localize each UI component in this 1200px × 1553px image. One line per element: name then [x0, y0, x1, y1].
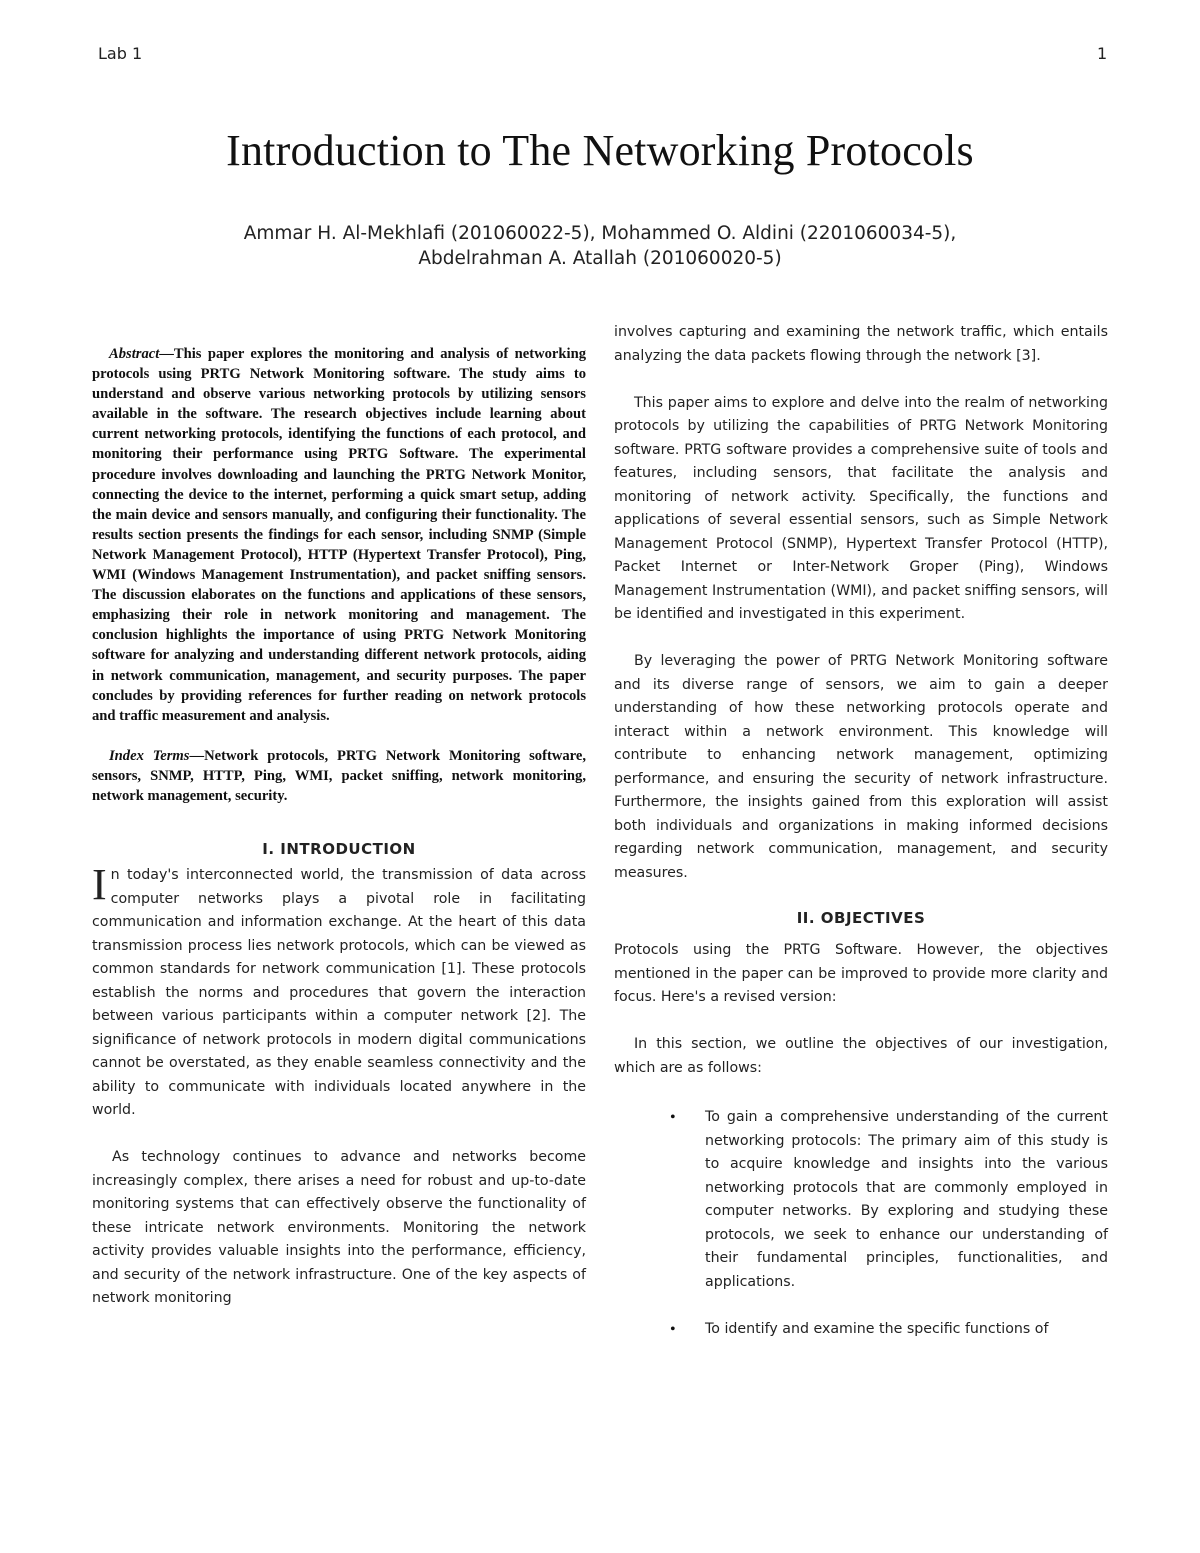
- intro-paragraph-1: [92, 860, 586, 1123]
- intro-paragraph-3: This paper aims to explore and delve into the realm of networking protocols by utilizing the capabilities of PRTG Network Monitoring software. PRTG software provides a comprehensive suite of tools and features, including sensors, that facilitate the analysis and monitoring of network activity. Specifically, the functions and applications of several essential sensors, such as Simple Network Management Protocol (SNMP), Hypertext Transfer Protocol (HTTP), Packet Internet or Inter-Network Groper (Ping), Windows Management Instrumentation (WMI), and packet sniffing sensors, will be identified and investigated in this experiment.: [614, 394, 1108, 622]
- intro-paragraph-2: As technology continues to advance and networks become increasingly complex, there arises a need for robust and up-to-date monitoring systems that can effectively observe the functionality of these intricate network environments. Monitoring the network activity provides valuable insights into the performance, efficiency, and security of the network infrastructure. One of the key aspects of network monitoring: [92, 1149, 586, 1307]
- list-item-text: To gain a comprehensive understanding of the current networking protocols: The primary aim of this study is to acquire knowledge and insights into the various networking protocols that are commonly employed in computer networks. By exploring and studying these protocols, we seek to enhance our understanding of their fundamental principles, functionalities, and applications.: [705, 1109, 1108, 1290]
- bullet-icon: •: [670, 1320, 676, 1338]
- list-item: [614, 1106, 1108, 1294]
- bullet-icon: •: [670, 1109, 676, 1126]
- objectives-paragraph-1: Protocols using the PRTG Software. However, the objectives mentioned in the paper can be improved to provide more clarity and focus. Here's a revised version:: [614, 942, 1108, 1005]
- index-terms-dash: —: [189, 747, 205, 764]
- abstract-text: This paper explores the monitoring and analysis of networking protocols using PRTG Network Monitoring software. The study aims to understand and observe various networking protocols by utilizing sensors available in the software. The research objectives include learning about current networking protocols, identifying the functions of each protocol, and monitoring their performance using PRTG Software. The experimental procedure involves downloading and launching the PRTG Network Monitor, connecting the device to the internet, performing a quick smart setup, adding the main device and sensors manually, and configuring their functionality. The results section presents the findings for each sensor, including SNMP (Simple Network Management Protocol), HTTP (Hypertext Transfer Protocol), Ping, WMI (Windows Management Instrumentation), and packet sniffing sensors. The discussion elaborates on the functions and applications of these sensors, emphasizing their role in network monitoring and management. The conclusion highlights the importance of using PRTG Network Monitoring software for analyzing and understanding different network protocols, aiding in network communication, management, and security purposes. The paper concludes by providing references for further reading on network protocols and traffic measurement and analysis.: [92, 346, 586, 724]
- index-terms: [92, 746, 586, 806]
- list-item: [614, 1318, 1108, 1342]
- objectives-list: [614, 1106, 1108, 1341]
- authors: [0, 221, 1200, 271]
- left-column: [92, 344, 586, 1311]
- objectives-paragraph-2: In this section, we outline the objectives of our investigation, which are as follows:: [614, 1036, 1108, 1076]
- intro-paragraph-4: By leveraging the power of PRTG Network Monitoring software and its diverse range of sensors, we aim to gain a deeper understanding of how these networking protocols operate and interact within a network environment. This knowledge will contribute to enhancing network management, optimizing performance, and ensuring the security of network infrastructure. Furthermore, the insights gained from this exploration will assist both individuals and organizations in making informed decisions regarding network communication, management, and security measures.: [614, 653, 1108, 881]
- index-terms-text: Network protocols, PRTG Network Monitoring software, sensors, SNMP, HTTP, Ping, WMI, packet sniffing, network monitoring, network management, security.: [92, 747, 586, 804]
- section-heading-objectives: II. OBJECTIVES: [796, 909, 926, 927]
- page-number: 1: [1097, 44, 1108, 63]
- right-column: [614, 321, 1108, 1341]
- authors-line-2: Abdelrahman A. Atallah (201060020-5): [418, 248, 782, 269]
- list-item-text: To identify and examine the specific functions of: [705, 1320, 1049, 1337]
- intro-paragraph-1-text: n today's interconnected world, the transmission of data across computer networks plays a pivotal role in facilitating communication and information exchange. At the heart of this data transmission process lies network protocols, which can be viewed as common standards for network communication [1]. These protocols establish the norms and procedures that govern the interaction between various participants within a computer network [2]. The significance of network protocols in modern digital communications cannot be overstated, as they enable seamless connectivity and the ability to communicate with individuals located anywhere in the world.: [92, 867, 586, 1119]
- index-terms-label: Index Terms: [109, 747, 190, 764]
- drop-cap: I: [92, 860, 107, 910]
- paper-title: Introduction to The Networking Protocols: [226, 126, 974, 175]
- section-heading-introduction: I. INTRODUCTION: [262, 840, 416, 859]
- intro-paragraph-2-continued: involves capturing and examining the network traffic, which entails analyzing the data packets flowing through the network [3].: [614, 324, 1108, 364]
- abstract-label: Abstract: [109, 346, 160, 362]
- running-header: Lab 1: [98, 44, 143, 63]
- authors-line-1: Ammar H. Al-Mekhlafi (201060022-5), Mohammed O. Aldini (2201060034-5),: [243, 223, 957, 244]
- abstract: [92, 344, 586, 726]
- abstract-dash: —: [159, 346, 174, 362]
